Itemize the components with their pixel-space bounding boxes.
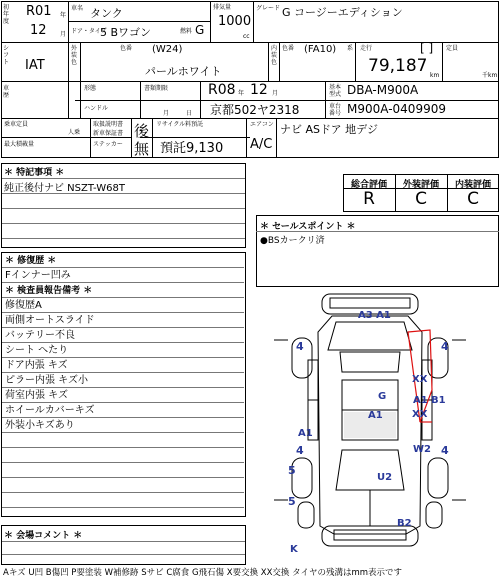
legend: Aキズ U凹 B傷凹 P要塗装 W補修跡 Sサビ C腐食 G飛石傷 X要交換 XX交換 タイヤの残溝はmm表示です: [3, 568, 403, 578]
aircon: A/C: [250, 137, 273, 152]
special-title: ＊ 特記事項 ＊: [4, 168, 65, 178]
inspector-line: 外装小キズあり: [5, 420, 75, 431]
frame-number: M900A-0409909: [347, 102, 446, 116]
damage-right-4: 4: [441, 444, 449, 457]
inspector-line: バッテリー不良: [5, 330, 75, 341]
damage-right-front: 4: [441, 340, 449, 353]
damage-right-xx: XX: [412, 374, 428, 385]
no-mark: 無: [134, 140, 150, 158]
exterior-score: C: [415, 189, 427, 209]
year-value: R01: [26, 4, 52, 19]
damage-k: K: [290, 544, 298, 555]
shaken-month: 12: [250, 82, 268, 98]
sales-title: ＊ セールスポイント ＊: [260, 222, 356, 232]
damage-right-xx2: XX: [412, 409, 428, 420]
shift: IAT: [25, 58, 45, 73]
damage-left-rear: 4: [296, 444, 304, 457]
damage-right-w2: W2: [413, 444, 431, 455]
damage-front-top: A3 A1: [358, 310, 391, 321]
damage-bottom-5: 5: [288, 495, 296, 508]
plate: 京都502ヤ2318: [210, 103, 300, 117]
inspector-line: 荷室内張 キズ: [5, 390, 68, 401]
inspector-line: 修復歴A: [5, 300, 42, 311]
door-type: 5 Bワゴン: [100, 26, 152, 39]
restoration-line: Fインナー凹み: [5, 270, 71, 281]
rear-mark: 後: [134, 122, 150, 140]
total-score: R: [363, 189, 375, 209]
inspector-line: ピラー内張 キズ小: [5, 375, 88, 386]
mileage: 79,187: [368, 56, 428, 76]
damage-right-b1: B1: [431, 395, 446, 406]
damage-roof-g: G: [378, 391, 387, 402]
sales-line: ●BSカークリ済: [260, 236, 325, 246]
damage-left-5: 5: [288, 464, 296, 477]
inspector-title: ＊ 検査員報告備考 ＊: [5, 286, 93, 296]
color-name: パールホワイト: [145, 65, 222, 78]
car-name: タンク: [90, 7, 123, 20]
equipment: ナビ ASドア 地デジ: [280, 123, 378, 136]
inspector-line: ホイールカバーキズ: [5, 405, 95, 416]
recycle: 預託9,130: [160, 141, 224, 156]
damage-left-a1: A1: [298, 428, 313, 439]
year-label: 初年度: [3, 4, 10, 25]
damage-rear-b2: B2: [397, 518, 412, 529]
inspector-line: シート へたり: [5, 345, 69, 356]
auction-sheet: 初年度 R01 年 12 月 車名 タンク ドア・タイプ 5 Bワゴン 燃料 G 排気量 1000 cc グレード G コージーエディション シフト IAT 外装色 色番 (W24) パールホワイト 内装色 色番 (FA10) 系 走行 [ ] 79,187 km 定員 千km 車歴 形態 ハンドル 書類期限 日 月 R08 年 12 月 京都502ヤ2318 基本型式 DBA-M900A 車台番号 M900A-0409909 乗車定員 人乗 取扱説明書 新車保証書 ステッカー 後 無 リサイクル料預託 預託9,130 エアコン A/C ナビ ASドア 地デジ 最大積載量 ＊ 特記事項 ＊ 純正後付ナビ NSZT-W68T 総合評価 外装評価 内装評価 R C C ＊ セールスポイント ＊ ●BSカークリ済 ＊ 修復歴 ＊ Fインナー凹み ＊ 検査員報告備考 ＊ 修復歴A 両側オートスライド バッテリー不良 シート へたり ドア内張 キズ ピラー内張 キズ小 荷室内張 キズ ホイールカバーキズ 外装小キズあり ＊ 会場コメント ＊ A3 A1 4 4 XX G A1 B1 XX A1 A1 4 W2 4 5 U2 5 B2 K Aキズ U凹 B傷凹 P要塗装 W補修跡 Sサビ C腐食 G飛石傷 X要交換 XX交換 タイヤの残溝はmm表示です: [0, 0, 500, 580]
special-line: 純正後付ナビ NSZT-W68T: [4, 183, 125, 194]
venue-title: ＊ 会場コメント ＊: [4, 531, 83, 541]
fuel: G: [195, 23, 205, 37]
inspector-line: 両側オートスライド: [5, 315, 95, 326]
car-damage-diagram: [270, 290, 490, 560]
model: DBA-M900A: [347, 83, 419, 97]
displacement: 1000: [218, 14, 252, 29]
restoration-title: ＊ 修復歴 ＊: [5, 256, 57, 266]
damage-left-front: 4: [296, 340, 304, 353]
month-value: 12: [30, 23, 47, 38]
damage-center-a1: A1: [368, 410, 383, 421]
interior-score: C: [467, 189, 479, 209]
damage-right-a1: A1: [413, 395, 428, 406]
shaken: R08: [208, 82, 236, 98]
color-code: (W24): [152, 44, 183, 55]
int-color-code: (FA10): [304, 44, 337, 55]
damage-rear-u2: U2: [377, 472, 393, 483]
grade: G コージーエディション: [282, 6, 403, 19]
inspector-line: ドア内張 キズ: [5, 360, 68, 371]
